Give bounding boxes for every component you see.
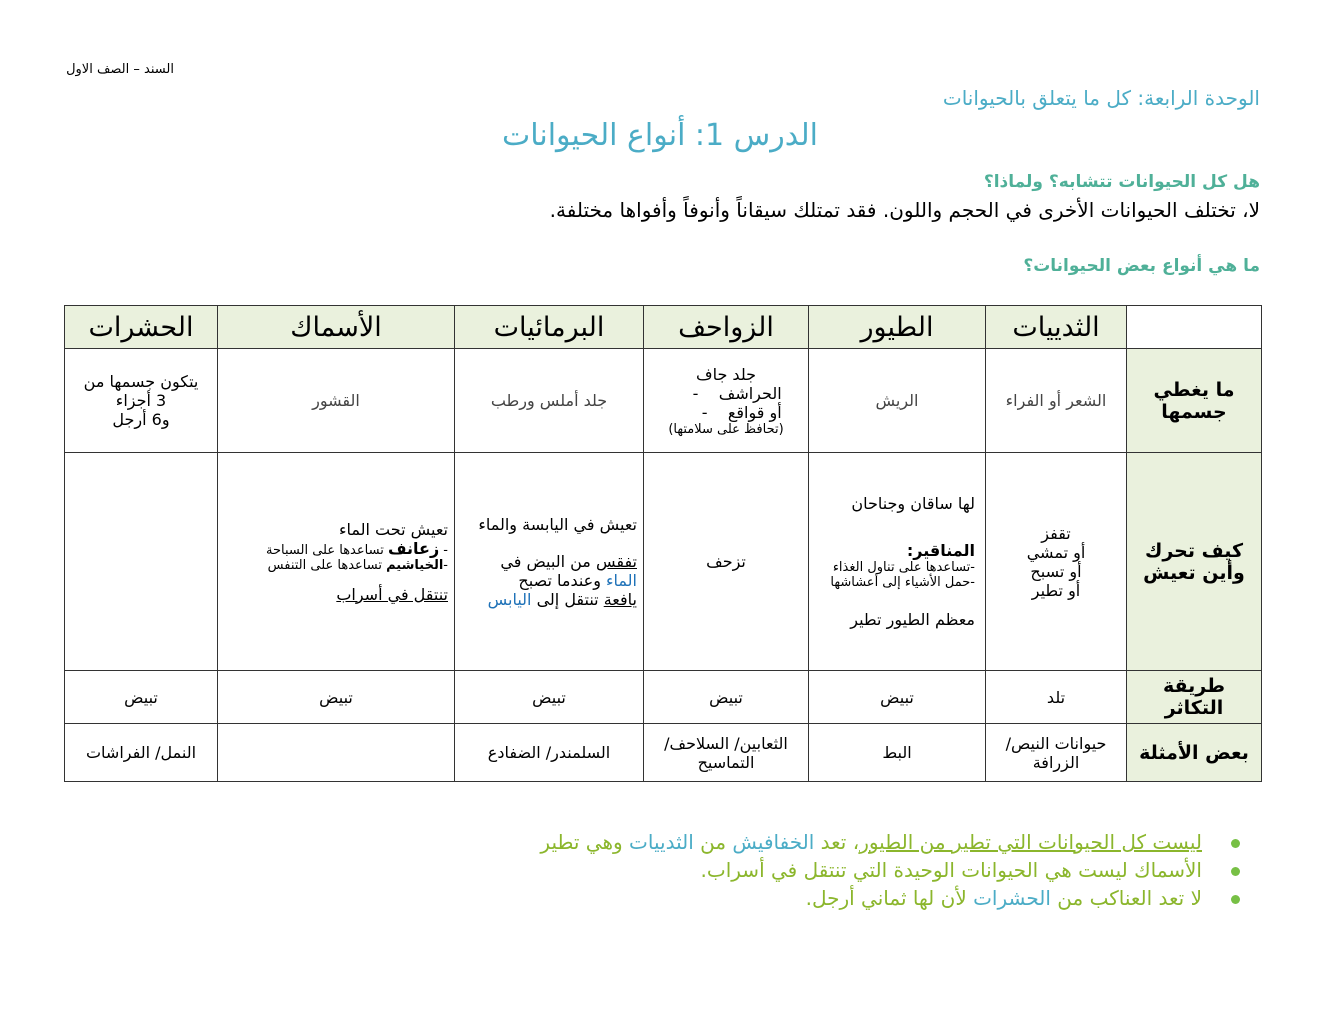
repro-fish: تبيض — [218, 671, 455, 724]
bullet-icon — [1231, 839, 1240, 848]
question-similarity: هل كل الحيوانات تتشابه؟ ولماذا؟ — [983, 172, 1260, 192]
table-header-row — [65, 306, 1262, 349]
move-mammals-2: أو تمشي — [1026, 542, 1086, 562]
repro-birds: تبيض — [809, 671, 986, 724]
answer-similarity: لا، تختلف الحيوانات الأخرى في الحجم واللون. فقد تمتلك سيقاناً وأنوفاً وأفواها مختلفة. — [549, 198, 1260, 222]
bullet-icon — [1231, 895, 1240, 904]
row-header-movement: كيف تحرك وأين تعيش — [1127, 453, 1262, 671]
table-row-reproduction — [65, 671, 1262, 724]
repro-amphibians: تبيض — [455, 671, 644, 724]
note-spiders: لا تعد العناكب من الحشرات لأن لها ثماني أرجل. — [540, 886, 1202, 910]
repro-mammals: تلد — [986, 671, 1127, 724]
examples-fish — [218, 724, 455, 782]
question-types: ما هي أنواع بعض الحيوانات؟ — [1023, 256, 1260, 276]
column-header-birds: الطيور — [809, 306, 986, 349]
examples-mammals: حيوانات النيص/ الزرافة — [986, 724, 1127, 782]
repro-reptiles: تبيض — [644, 671, 809, 724]
move-birds-beaks-eat: -تساعدها على تناول الغذاء — [832, 560, 975, 575]
table-row-movement — [65, 453, 1262, 671]
unit-title: الوحدة الرابعة: كل ما يتعلق بالحيوانات — [942, 86, 1260, 110]
table-row-body-cover — [65, 349, 1262, 453]
note-bats: ليست كل الحيوانات التي تطير من الطيور، تعد الخفافيش من الثدييات وهي تطير — [540, 830, 1202, 854]
move-birds-beaks-carry: -حمل الأشياء إلى أعشاشها — [830, 575, 975, 590]
move-amph-1: تعيش في اليابسة والماء — [478, 514, 637, 534]
cover-insects — [65, 349, 218, 453]
move-insects — [65, 453, 218, 671]
cover-reptiles-item2: أو قواقع - — [701, 402, 782, 422]
cover-reptiles-item1: الحراشف - — [692, 383, 782, 403]
cover-amphibians: جلد أملس ورطب — [455, 349, 644, 453]
move-mammals-3: أو تسبح — [1030, 561, 1082, 581]
cover-reptiles-note: (تحافظ على سلامتها) — [668, 421, 784, 437]
move-fish-1: تعيش تحت الماء — [338, 519, 448, 539]
animal-types-table — [64, 305, 1262, 782]
move-birds-legs: لها ساقان وجناحان — [851, 494, 975, 513]
move-birds — [809, 453, 986, 671]
column-header-fish: الأسماك — [218, 306, 455, 349]
row-header-reproduction: طريقة التكاثر — [1127, 671, 1262, 724]
cover-reptiles-title: جلد جاف — [695, 364, 757, 384]
lesson-title: الدرس 1: أنواع الحيوانات — [501, 118, 819, 153]
header-note: السند – الصف الاول — [66, 62, 174, 77]
note-schools: الأسماك ليست هي الحيوانات الوحيدة التي تنتقل في أسراب. — [540, 858, 1202, 882]
cover-mammals: الشعر أو الفراء — [986, 349, 1127, 453]
move-amph-3: الماء وعندما تصبح — [518, 570, 637, 590]
column-header-mammals: الثدييات — [986, 306, 1127, 349]
notes-list — [540, 830, 1202, 914]
move-fish-gills: -الخياشيم تساعدها على التنفس — [267, 557, 448, 573]
table-corner-cell — [1127, 306, 1262, 349]
examples-insects: النمل/ الفراشات — [65, 724, 218, 782]
column-header-insects: الحشرات — [65, 306, 218, 349]
examples-amphibians: السلمندر/ الضفادع — [455, 724, 644, 782]
cover-insects-line2: 3 أجزاء — [115, 391, 167, 410]
move-birds-fly: معظم الطيور تطير — [850, 610, 975, 629]
cover-birds: الريش — [809, 349, 986, 453]
move-amphibians — [455, 453, 644, 671]
cover-insects-line1: يتكون جسمها من — [83, 372, 199, 391]
cover-reptiles — [644, 349, 809, 453]
cover-fish: القشور — [218, 349, 455, 453]
move-mammals-4: أو تطير — [1031, 580, 1081, 600]
column-header-amphibians: البرمائيات — [455, 306, 644, 349]
bullet-icon — [1231, 867, 1240, 876]
move-fish-fins: - زعانف تساعدها على السباحة — [266, 538, 448, 558]
row-header-body-cover: ما يغطي جسمها — [1127, 349, 1262, 453]
table-row-examples — [65, 724, 1262, 782]
move-fish — [218, 453, 455, 671]
row-header-examples: بعض الأمثلة — [1127, 724, 1262, 782]
move-amph-4: يافعة تنتقل إلى اليابس — [487, 589, 637, 609]
examples-birds: البط — [809, 724, 986, 782]
examples-reptiles: الثعابين/ السلاحف/ التماسيح — [644, 724, 809, 782]
move-amph-2: تفقس من البيض في — [500, 551, 637, 571]
move-mammals-1: تقفز — [1041, 523, 1071, 543]
column-header-reptiles: الزواحف — [644, 306, 809, 349]
move-reptiles: تزحف — [644, 453, 809, 671]
cover-insects-line3: و6 أرجل — [112, 410, 170, 429]
move-mammals — [986, 453, 1127, 671]
move-fish-schools: تنتقل في أسراب — [336, 584, 448, 604]
repro-insects: تبيض — [65, 671, 218, 724]
move-birds-beaks-label: المناقير: — [906, 541, 975, 560]
